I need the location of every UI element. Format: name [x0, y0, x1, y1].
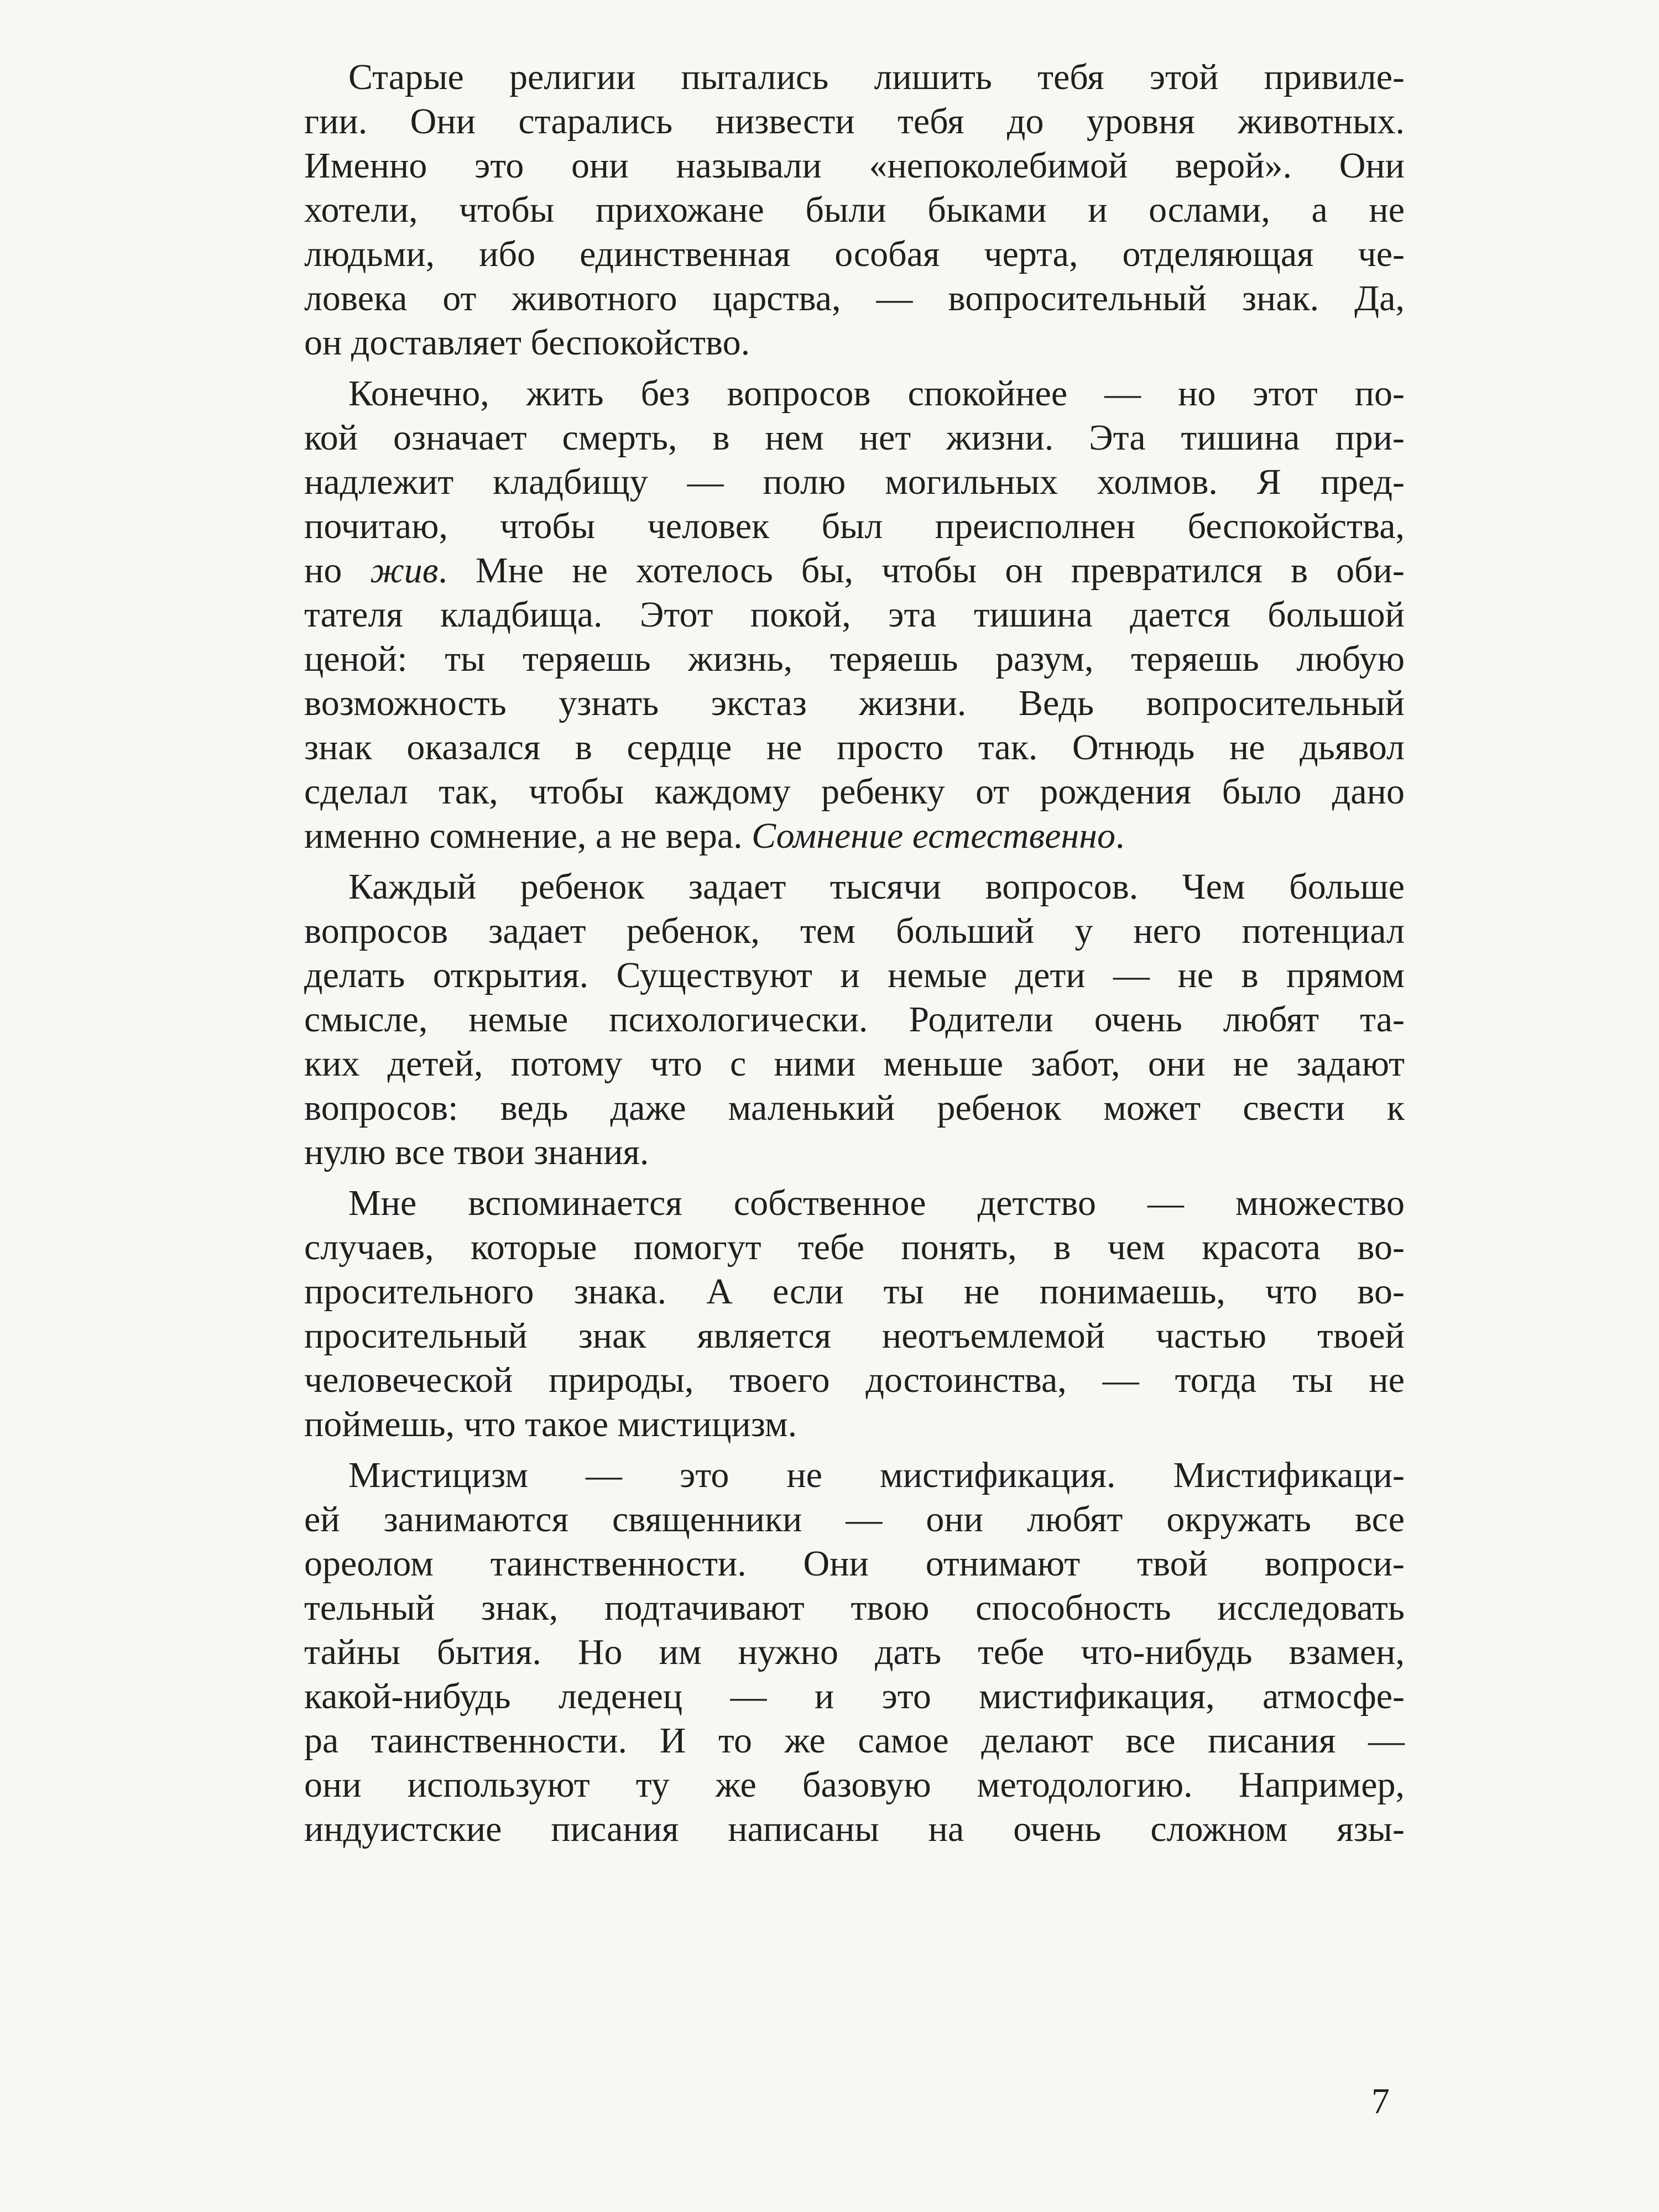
text-line: ореолом таинственности. Они отнимают твой вопроси- — [304, 1543, 1405, 1584]
text-line: тельный знак, подтачивают твою способность исследовать — [304, 1588, 1405, 1628]
paragraph-5 — [304, 1453, 1405, 1851]
text-line: человеческой природы, твоего достоинства, — тогда ты не — [304, 1360, 1405, 1400]
text-line: гии. Они старались низвести тебя до уровня животных. — [304, 101, 1405, 142]
text-line: Конечно, жить без вопросов спокойнее — но этот по- — [348, 373, 1405, 414]
text-line — [304, 549, 1405, 593]
text-line: случаев, которые помогут тебе понять, в чем красота во- — [304, 1227, 1405, 1267]
text-line: возможность узнать экстаз жизни. Ведь вопросительный — [304, 683, 1405, 723]
text-line: ценой: ты теряешь жизнь, теряешь разум, теряешь любую — [304, 639, 1405, 679]
page-number: 7 — [1371, 2081, 1390, 2121]
text-line: Мне вспоминается собственное детство — множество — [348, 1183, 1405, 1223]
text-segment: . Мне не хотелось бы, чтобы он превратился в оби- — [438, 550, 1405, 591]
text-line: Старые религии пытались лишить тебя этой привиле- — [348, 57, 1405, 97]
paragraph-3 — [304, 865, 1405, 1175]
text-line: ловека от животного царства, — вопросительный знак. Да, — [304, 278, 1405, 319]
text-line: тайны бытия. Но им нужно дать тебе что-нибудь взамен, — [304, 1632, 1405, 1672]
text-line: он доставляет беспокойство. — [304, 322, 750, 363]
text-line: Мистицизм — это не мистификация. Мистификаци- — [348, 1455, 1405, 1495]
text-line — [304, 814, 1405, 858]
text-line: сделал так, чтобы каждому ребенку от рождения было дано — [304, 771, 1405, 812]
paragraph-1 — [304, 55, 1405, 365]
italic-phrase: Сомнение естественно — [752, 816, 1115, 856]
body-text — [304, 55, 1405, 1851]
text-line: просительного знака. А если ты не понимаешь, что во- — [304, 1271, 1405, 1312]
text-line: знак оказался в сердце не просто так. Отнюдь не дьявол — [304, 727, 1405, 768]
text-line: индуистские писания написаны на очень сложном язы- — [304, 1809, 1405, 1849]
text-line: вопросов задает ребенок, тем больший у него потенциал — [304, 911, 1405, 951]
text-line: смысле, немые психологически. Родители очень любят та- — [304, 999, 1405, 1040]
text-line: почитаю, чтобы человек был преисполнен беспокойства, — [304, 506, 1405, 546]
text-line: Именно это они называли «непоколебимой верой». Они — [304, 145, 1405, 186]
text-line: людьми, ибо единственная особая черта, отделяющая че- — [304, 234, 1405, 274]
text-segment: но — [304, 550, 371, 591]
text-line: просительный знак является неотъемлемой частью твоей — [304, 1316, 1405, 1356]
text-line: тателя кладбища. Этот покой, эта тишина дается большой — [304, 594, 1405, 635]
text-line: делать открытия. Существуют и немые дети — не в прямом — [304, 955, 1405, 995]
text-line: поймешь, что такое мистицизм. — [304, 1404, 797, 1444]
text-line: хотели, чтобы прихожане были быками и ослами, а не — [304, 190, 1405, 230]
text-line: нулю все твои знания. — [304, 1132, 649, 1172]
text-segment: . — [1115, 816, 1125, 856]
italic-word: жив — [370, 550, 439, 591]
text-line: ей занимаются священники — они любят окружать все — [304, 1499, 1405, 1540]
text-segment: именно сомнение, а не вера. — [304, 816, 752, 856]
text-line: ра таинственности. И то же самое делают все писания — — [304, 1720, 1405, 1761]
text-line: вопросов: ведь даже маленький ребенок может свести к — [304, 1088, 1405, 1128]
text-line: какой-нибудь леденец — и это мистификация, атмосфе- — [304, 1676, 1405, 1717]
text-line: Каждый ребенок задает тысячи вопросов. Чем больше — [348, 867, 1405, 907]
text-line: кой означает смерть, в нем нет жизни. Эта тишина при- — [304, 418, 1405, 458]
text-line: ких детей, потому что с ними меньше забот, они не задают — [304, 1044, 1405, 1084]
text-line: они используют ту же базовую методологию. Например, — [304, 1765, 1405, 1805]
paragraph-2 — [304, 372, 1405, 858]
text-line: надлежит кладбищу — полю могильных холмов. Я пред- — [304, 462, 1405, 502]
paragraph-4 — [304, 1181, 1405, 1447]
